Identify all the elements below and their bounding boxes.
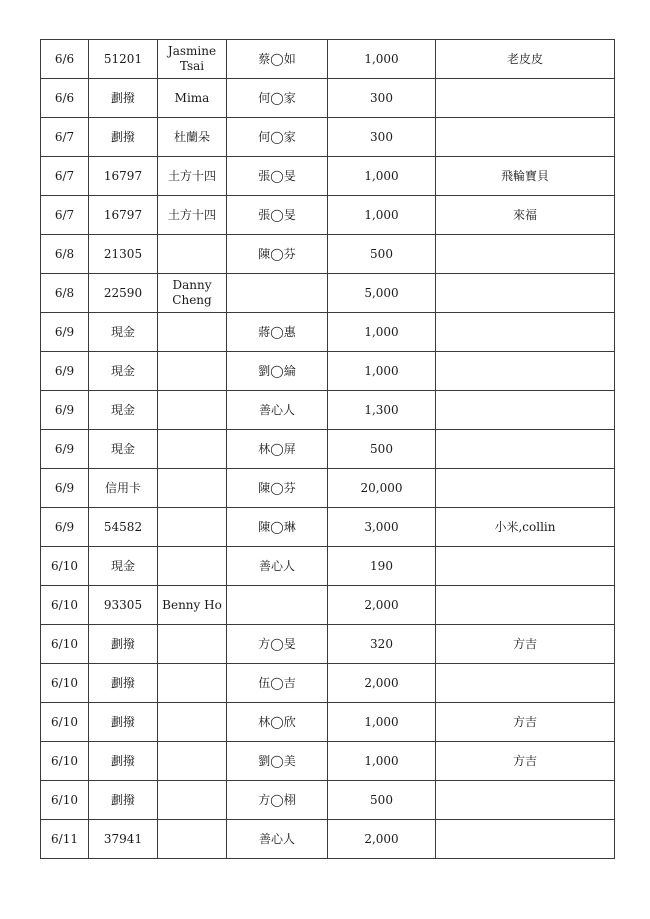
table-row xyxy=(41,430,615,469)
table-row xyxy=(41,391,615,430)
date-cell: 6/9 xyxy=(41,508,89,547)
donor-cell xyxy=(227,274,328,313)
note-cell xyxy=(436,79,615,118)
table-row xyxy=(41,313,615,352)
donor-cell: 陳◯芬 xyxy=(227,235,328,274)
amount-cell: 1,000 xyxy=(328,313,436,352)
date-cell: 6/8 xyxy=(41,235,89,274)
name-cell xyxy=(158,820,227,859)
amount-cell: 1,000 xyxy=(328,352,436,391)
donor-cell: 方◯旻 xyxy=(227,625,328,664)
donor-cell: 何◯家 xyxy=(227,79,328,118)
amount-cell: 1,000 xyxy=(328,157,436,196)
donor-cell: 陳◯琳 xyxy=(227,508,328,547)
table-row xyxy=(41,469,615,508)
name-cell xyxy=(158,391,227,430)
date-cell: 6/9 xyxy=(41,430,89,469)
table-row xyxy=(41,664,615,703)
table-row xyxy=(41,820,615,859)
note-cell xyxy=(436,586,615,625)
reference-cell: 信用卡 xyxy=(89,469,158,508)
reference-cell: 現金 xyxy=(89,352,158,391)
name-cell xyxy=(158,703,227,742)
donor-cell: 劉◯綸 xyxy=(227,352,328,391)
donor-cell: 伍◯吉 xyxy=(227,664,328,703)
reference-cell: 51201 xyxy=(89,40,158,79)
name-cell: Benny Ho xyxy=(158,586,227,625)
amount-cell: 1,000 xyxy=(328,40,436,79)
amount-cell: 1,000 xyxy=(328,742,436,781)
name-cell: Jasmine Tsai xyxy=(158,40,227,79)
amount-cell: 1,300 xyxy=(328,391,436,430)
name-cell: Danny Cheng xyxy=(158,274,227,313)
donor-cell: 林◯屏 xyxy=(227,430,328,469)
table-row xyxy=(41,625,615,664)
reference-cell: 22590 xyxy=(89,274,158,313)
date-cell: 6/7 xyxy=(41,196,89,235)
name-cell xyxy=(158,625,227,664)
amount-cell: 320 xyxy=(328,625,436,664)
date-cell: 6/10 xyxy=(41,664,89,703)
donor-cell: 善心人 xyxy=(227,547,328,586)
donor-cell: 蔡◯如 xyxy=(227,40,328,79)
reference-cell: 37941 xyxy=(89,820,158,859)
donor-cell: 林◯欣 xyxy=(227,703,328,742)
table-row xyxy=(41,40,615,79)
donor-cell: 蔣◯惠 xyxy=(227,313,328,352)
table-row xyxy=(41,703,615,742)
name-cell: 土方十四 xyxy=(158,196,227,235)
amount-cell: 3,000 xyxy=(328,508,436,547)
donor-cell: 方◯栩 xyxy=(227,781,328,820)
note-cell xyxy=(436,430,615,469)
table-row xyxy=(41,781,615,820)
name-cell xyxy=(158,235,227,274)
ledger-body xyxy=(41,40,615,859)
date-cell: 6/10 xyxy=(41,547,89,586)
amount-cell: 2,000 xyxy=(328,820,436,859)
note-cell xyxy=(436,274,615,313)
amount-cell: 500 xyxy=(328,235,436,274)
table-row xyxy=(41,157,615,196)
note-cell: 方吉 xyxy=(436,742,615,781)
reference-cell: 21305 xyxy=(89,235,158,274)
donor-cell xyxy=(227,586,328,625)
amount-cell: 300 xyxy=(328,118,436,157)
donor-cell: 張◯旻 xyxy=(227,157,328,196)
donor-cell: 何◯家 xyxy=(227,118,328,157)
donor-cell: 劉◯美 xyxy=(227,742,328,781)
note-cell xyxy=(436,664,615,703)
amount-cell: 1,000 xyxy=(328,196,436,235)
table-row xyxy=(41,547,615,586)
date-cell: 6/9 xyxy=(41,313,89,352)
donor-cell: 善心人 xyxy=(227,820,328,859)
name-cell: 杜蘭朵 xyxy=(158,118,227,157)
date-cell: 6/10 xyxy=(41,781,89,820)
note-cell: 老皮皮 xyxy=(436,40,615,79)
table-row xyxy=(41,742,615,781)
name-cell: Mima xyxy=(158,79,227,118)
date-cell: 6/9 xyxy=(41,352,89,391)
amount-cell: 500 xyxy=(328,430,436,469)
date-cell: 6/10 xyxy=(41,742,89,781)
date-cell: 6/6 xyxy=(41,40,89,79)
reference-cell: 劃撥 xyxy=(89,625,158,664)
date-cell: 6/9 xyxy=(41,469,89,508)
date-cell: 6/7 xyxy=(41,118,89,157)
reference-cell: 劃撥 xyxy=(89,742,158,781)
table-row xyxy=(41,352,615,391)
reference-cell: 現金 xyxy=(89,391,158,430)
note-cell xyxy=(436,820,615,859)
note-cell xyxy=(436,313,615,352)
name-cell xyxy=(158,430,227,469)
table-row xyxy=(41,508,615,547)
reference-cell: 劃撥 xyxy=(89,781,158,820)
table-row xyxy=(41,196,615,235)
donor-cell: 張◯旻 xyxy=(227,196,328,235)
note-cell xyxy=(436,352,615,391)
date-cell: 6/8 xyxy=(41,274,89,313)
note-cell: 小米,collin xyxy=(436,508,615,547)
reference-cell: 93305 xyxy=(89,586,158,625)
amount-cell: 300 xyxy=(328,79,436,118)
note-cell xyxy=(436,469,615,508)
donor-cell: 善心人 xyxy=(227,391,328,430)
reference-cell: 現金 xyxy=(89,547,158,586)
date-cell: 6/10 xyxy=(41,703,89,742)
name-cell xyxy=(158,508,227,547)
date-cell: 6/11 xyxy=(41,820,89,859)
amount-cell: 500 xyxy=(328,781,436,820)
reference-cell: 16797 xyxy=(89,196,158,235)
note-cell xyxy=(436,118,615,157)
note-cell: 來福 xyxy=(436,196,615,235)
reference-cell: 劃撥 xyxy=(89,79,158,118)
name-cell xyxy=(158,469,227,508)
name-cell xyxy=(158,352,227,391)
date-cell: 6/10 xyxy=(41,586,89,625)
date-cell: 6/10 xyxy=(41,625,89,664)
name-cell xyxy=(158,742,227,781)
note-cell: 飛輪寶貝 xyxy=(436,157,615,196)
name-cell xyxy=(158,664,227,703)
amount-cell: 5,000 xyxy=(328,274,436,313)
reference-cell: 54582 xyxy=(89,508,158,547)
amount-cell: 20,000 xyxy=(328,469,436,508)
amount-cell: 190 xyxy=(328,547,436,586)
name-cell xyxy=(158,547,227,586)
date-cell: 6/7 xyxy=(41,157,89,196)
note-cell: 方吉 xyxy=(436,625,615,664)
date-cell: 6/6 xyxy=(41,79,89,118)
donation-ledger-table xyxy=(40,39,615,859)
name-cell: 土方十四 xyxy=(158,157,227,196)
date-cell: 6/9 xyxy=(41,391,89,430)
amount-cell: 1,000 xyxy=(328,703,436,742)
table-row xyxy=(41,118,615,157)
donor-cell: 陳◯芬 xyxy=(227,469,328,508)
note-cell xyxy=(436,391,615,430)
table-row xyxy=(41,274,615,313)
reference-cell: 現金 xyxy=(89,430,158,469)
note-cell xyxy=(436,235,615,274)
note-cell: 方吉 xyxy=(436,703,615,742)
amount-cell: 2,000 xyxy=(328,586,436,625)
table-row xyxy=(41,79,615,118)
table-row xyxy=(41,586,615,625)
name-cell xyxy=(158,313,227,352)
table-row xyxy=(41,235,615,274)
amount-cell: 2,000 xyxy=(328,664,436,703)
reference-cell: 劃撥 xyxy=(89,118,158,157)
note-cell xyxy=(436,781,615,820)
name-cell xyxy=(158,781,227,820)
reference-cell: 劃撥 xyxy=(89,703,158,742)
reference-cell: 16797 xyxy=(89,157,158,196)
note-cell xyxy=(436,547,615,586)
reference-cell: 現金 xyxy=(89,313,158,352)
reference-cell: 劃撥 xyxy=(89,664,158,703)
